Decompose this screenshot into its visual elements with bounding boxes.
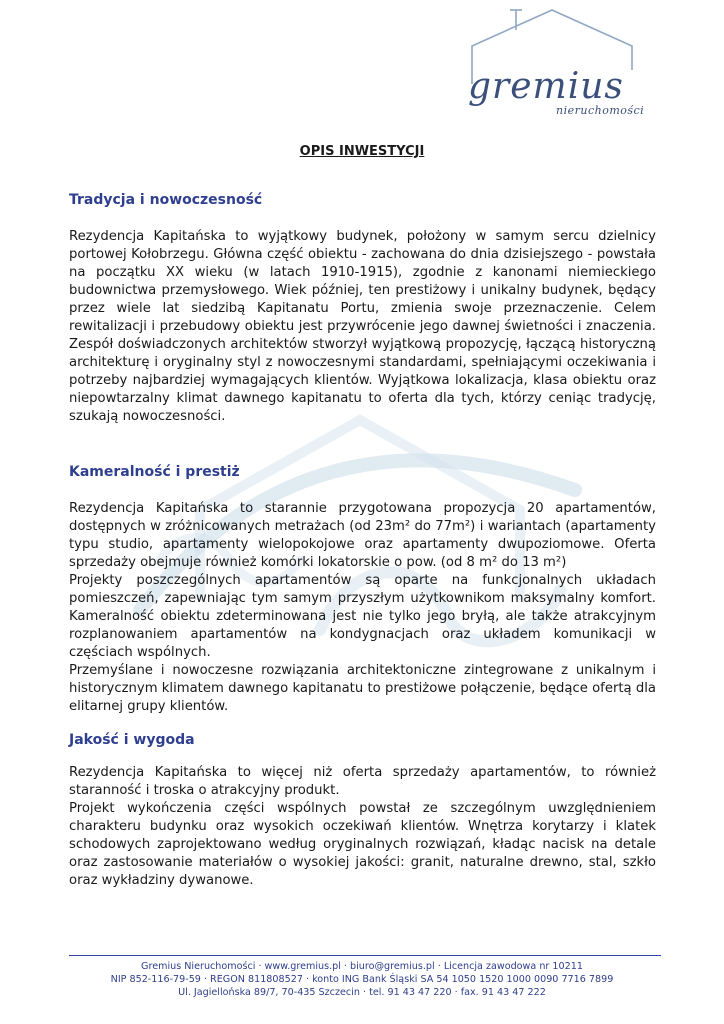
section-jakosc — [69, 730, 656, 890]
footer-contact-line: Gremius Nieruchomości · www.gremius.pl · biuro@gremius.pl · Licencja zawodowa nr 10211 — [141, 961, 583, 972]
footer-divider — [69, 955, 661, 956]
section-paragraph: Projekty poszczególnych apartamentów są oparte na funkcjonalnych układach pomieszczeń, zapewniając tym samym przyszłym użytkownikom maksymalny komfort. Kameralność obiektu zdeterminowana jest nie tylko jego bryłą, ale także atrakcyjnym rozplanowaniem apartamentów na kondygnacjach oraz układem komunikacji w częściach wspólnych. — [69, 573, 656, 660]
section-paragraph: Przemyślane i nowoczesne rozwiązania architektoniczne zintegrowane z unikalnym i historycznym klimatem dawnego kapitanatu to prestiżowe połączenie, będące ofertą dla elitarnej grupy klientów. — [69, 663, 656, 714]
document-title: OPIS INWESTYCJI — [299, 144, 425, 159]
section-heading: Jakość i wygoda — [69, 732, 195, 748]
section-paragraph: Rezydencja Kapitańska to więcej niż oferta sprzedaży apartamentów, to również staranność i troska o atrakcyjny produkt. — [69, 765, 656, 798]
document-body — [69, 190, 656, 890]
footer — [0, 960, 724, 999]
section-tradycja — [69, 190, 656, 426]
section-heading: Kameralność i prestiż — [69, 464, 240, 480]
logo-brand-text: gremius — [468, 66, 624, 107]
footer-registry-line: NIP 852-116-79-59 · REGON 811808527 · konto ING Bank Śląski SA 54 1050 1520 1000 0090 7716 7899 — [110, 974, 614, 985]
section-paragraph: Projekt wykończenia części wspólnych powstał ze szczególnym uwzględnieniem charakteru budynku oraz wysokich oczekiwań klientów. Wnętrza korytarzy i klatek schodowych zaprojektowano według oryginalnych rozwiązań, kładąc nacisk na detale oraz zastosowanie materiałów o wysokiej jakości: granit, naturalne drewno, stal, szkło oraz wykładziny dywanowe. — [69, 801, 656, 888]
section-paragraph: Rezydencja Kapitańska to wyjątkowy budynek, położony w samym sercu dzielnicy portowej Kołobrzegu. Główna część obiektu - zachowana do dnia dzisiejszego - powstała na początku XX wieku (w latach 1910-1915), zgodnie z kanonami niemieckiego budownictwa przemysłowego. Wiek później, ten prestiżowy i unikalny budynek, będący przez wiele lat siedzibą Kapitanatu Portu, zmienia swoje przeznaczenie. Celem rewitalizacji i przebudowy obiektu jest przywrócenie jego dawnej świetności i znaczenia. Zespół doświadczonych architektów stworzył wyjątkową propozycję, łączącą historyczną architekturę i oryginalny styl z nowoczesnymi standardami, spełniającymi oczekiwania i potrzeby najbardziej wymagających klientów. Wyjątkowa lokalizacja, klasa obiektu oraz niepowtarzalny klimat dawnego kapitanatu to oferta dla tych, którzy ceniąc tradycję, szukają nowoczesności. — [69, 229, 656, 424]
logo-subtitle-text: nieruchomości — [556, 104, 645, 117]
section-paragraph: Rezydencja Kapitańska to starannie przygotowana propozycja 20 apartamentów, dostępnych w zróżnicowanych metrażach (od 23m² do 77m²) i wariantach (apartamenty typu studio, apartamenty wielopokojowe oraz apartamenty dwupoziomowe. Oferta sprzedaży obejmuje również komórki lokatorskie o pow. (od 8 m² do 13 m²) — [69, 501, 656, 570]
section-heading: Tradycja i nowoczesność — [69, 192, 263, 208]
section-kameralnosc — [69, 462, 656, 716]
footer-address-line: Ul. Jagiellońska 89/7, 70-435 Szczecin · tel. 91 43 47 220 · fax. 91 43 47 222 — [178, 987, 546, 998]
